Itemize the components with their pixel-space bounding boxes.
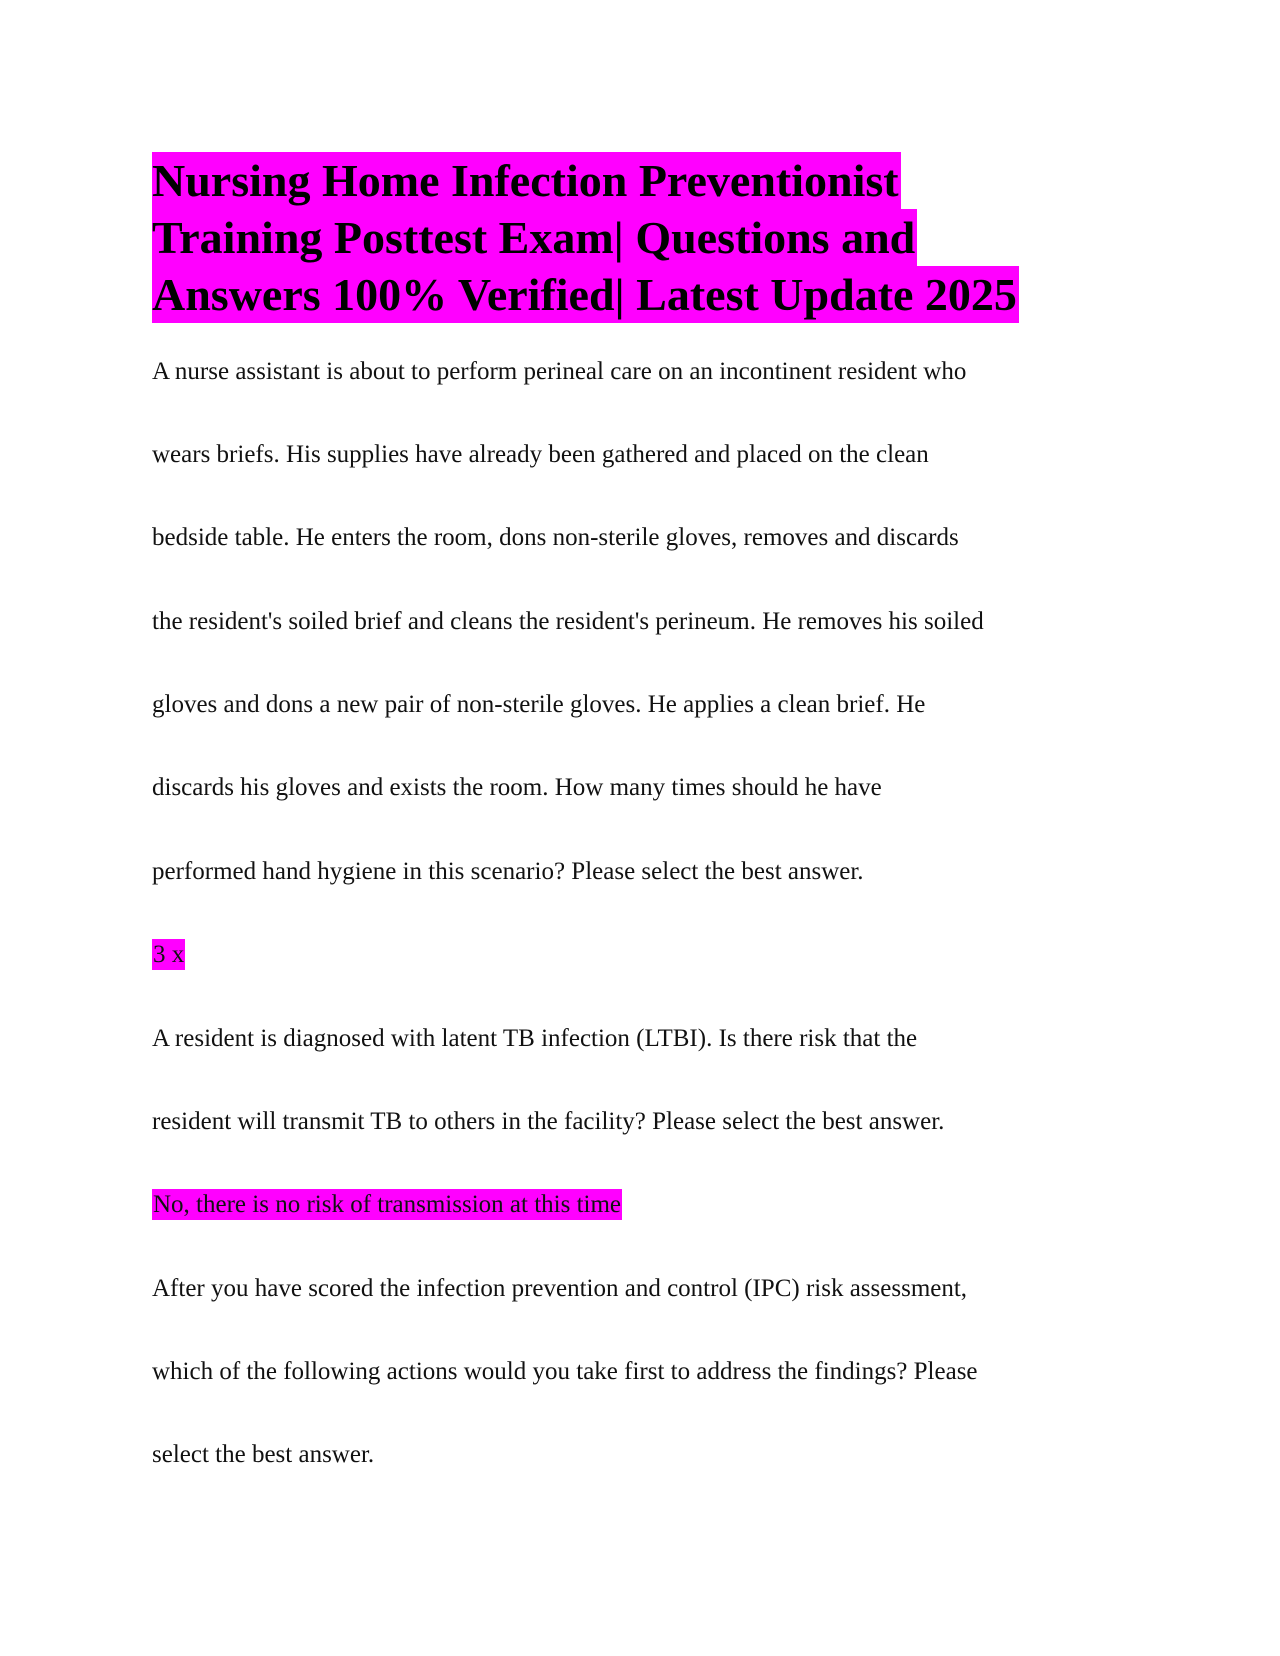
title-line-1: Nursing Home Infection Preventionist <box>152 152 901 209</box>
answer-1-highlight: 3 x <box>153 941 185 968</box>
question-1-line: wears briefs. His supplies have already been gathered and placed on the clean <box>152 441 929 468</box>
question-2-line: resident will transmit TB to others in the facility? Please select the best answer. <box>152 1108 945 1135</box>
question-1-line: discards his gloves and exists the room. How many times should he have <box>152 774 882 801</box>
question-1-line: performed hand hygiene in this scenario? Please select the best answer. <box>152 858 864 885</box>
title-line-2: Training Posttest Exam| Questions and <box>152 209 917 266</box>
question-1-line: gloves and dons a new pair of non-sterile gloves. He applies a clean brief. He <box>152 691 926 718</box>
answer-2-highlight: No, there is no risk of transmission at this time <box>153 1191 622 1218</box>
question-1-line: bedside table. He enters the room, dons non-sterile gloves, removes and discards <box>152 524 959 551</box>
question-1-line: A nurse assistant is about to perform perineal care on an incontinent resident who <box>152 358 967 385</box>
answer-1 <box>152 940 185 970</box>
document-title <box>152 152 1152 323</box>
title-line-3: Answers 100% Verified| Latest Update 2025 <box>152 266 1019 323</box>
question-3-line: After you have scored the infection prevention and control (IPC) risk assessment, <box>152 1275 968 1302</box>
question-3-line: which of the following actions would you take first to address the findings? Please <box>152 1358 978 1385</box>
answer-2 <box>152 1190 622 1220</box>
question-2-line: A resident is diagnosed with latent TB infection (LTBI). Is there risk that the <box>152 1025 918 1052</box>
question-3-line: select the best answer. <box>152 1441 375 1468</box>
question-1-line: the resident's soiled brief and cleans the resident's perineum. He removes his soiled <box>152 608 984 635</box>
